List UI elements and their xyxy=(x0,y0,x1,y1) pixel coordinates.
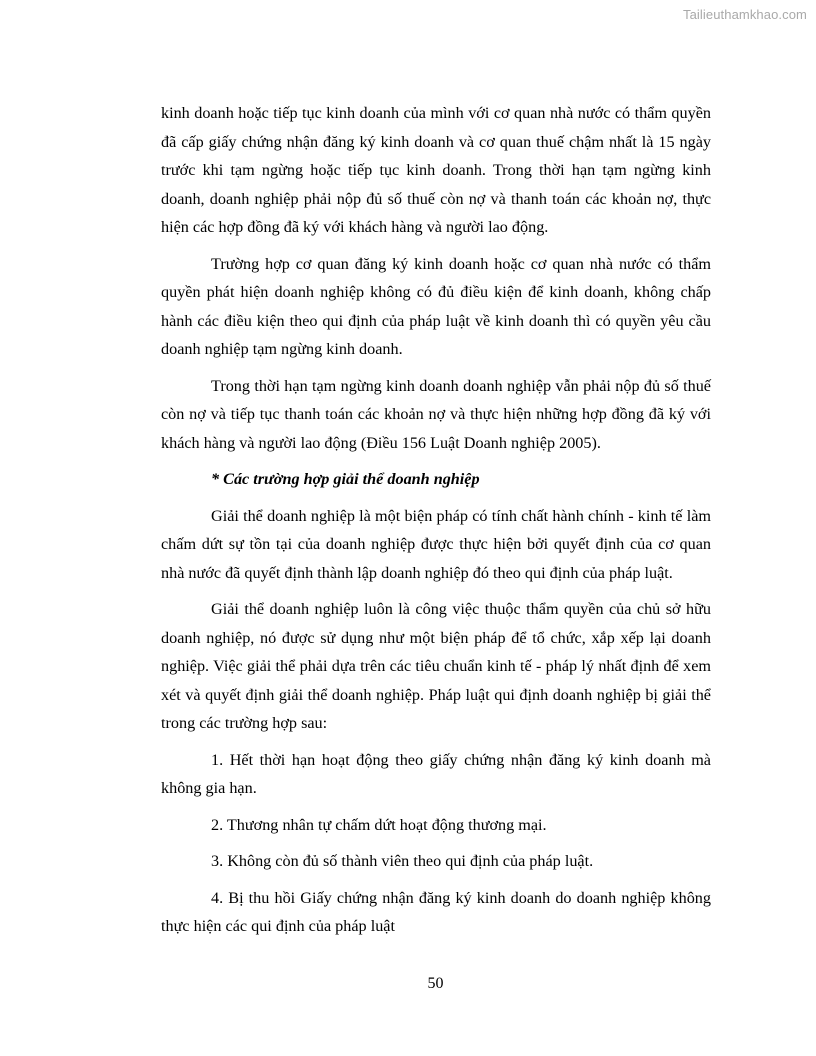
paragraph-suspension-authority: Trường hợp cơ quan đăng ký kinh doanh hoặc cơ quan nhà nước có thẩm quyền phát hiện doanh nghiệp không có đủ điều kiện để kinh doanh, không chấp hành các điều kiện theo qui định của pháp luật về kinh doanh thì có quyền yêu cầu doanh nghiệp tạm ngừng kinh doanh. xyxy=(161,254,711,358)
list-item-3: 3. Không còn đủ số thành viên theo qui định của pháp luật. xyxy=(211,852,594,870)
paragraph-dissolution-definition: Giải thể doanh nghiệp là một biện pháp có tính chất hành chính - kinh tế làm chấm dứt sự tồn tại của doanh nghiệp được thực hiện bởi quyết định của cơ quan nhà nước đã quyết định thành lập doanh nghiệp đó theo qui định của pháp luật. xyxy=(161,506,711,582)
list-item-4: 4. Bị thu hồi Giấy chứng nhận đăng ký kinh doanh do doanh nghiệp không thực hiện các qui định của pháp luật xyxy=(161,888,711,935)
paragraph-dissolution-authority: Giải thể doanh nghiệp luôn là công việc thuộc thẩm quyền của chủ sở hữu doanh nghiệp, nó được sử dụng như một biện pháp để tổ chức, xắp xếp lại doanh nghiệp. Việc giải thể phải dựa trên các tiêu chuẩn kinh tế - pháp lý nhất định để xem xét và quyết định giải thể doanh nghiệp. Pháp luật qui định doanh nghiệp bị giải thể trong các trường hợp sau: xyxy=(161,600,711,732)
paragraph-continued: kinh doanh hoặc tiếp tục kinh doanh của mình với cơ quan nhà nước có thẩm quyền đã cấp giấy chứng nhận đăng ký kinh doanh và cơ quan thuế chậm nhất là 15 ngày trước khi tạm ngừng hoặc tiếp tục kinh doanh. Trong thời hạn tạm ngừng kinh doanh, doanh nghiệp phải nộp đủ số thuế còn nợ và thanh toán các khoản nợ, thực hiện các hợp đồng đã ký với khách hàng và người lao động. xyxy=(161,104,711,236)
paragraph-suspension-obligations: Trong thời hạn tạm ngừng kinh doanh doanh nghiệp vẫn phải nộp đủ số thuế còn nợ và tiếp tục thanh toán các khoản nợ và thực hiện những hợp đồng đã ký với khách hàng và người lao động (Điều 156 Luật Doanh nghiệp 2005). xyxy=(161,376,711,452)
section-heading: * Các trường hợp giải thể doanh nghiệp xyxy=(211,470,480,488)
list-item-1: 1. Hết thời hạn hoạt động theo giấy chứng nhận đăng ký kinh doanh mà không gia hạn. xyxy=(161,750,711,797)
document-body xyxy=(161,99,711,949)
page-number: 50 xyxy=(427,975,444,992)
list-item-2: 2. Thương nhân tự chấm dứt hoạt động thương mại. xyxy=(211,815,547,834)
watermark: Tailieuthamkhao.com xyxy=(682,7,807,22)
